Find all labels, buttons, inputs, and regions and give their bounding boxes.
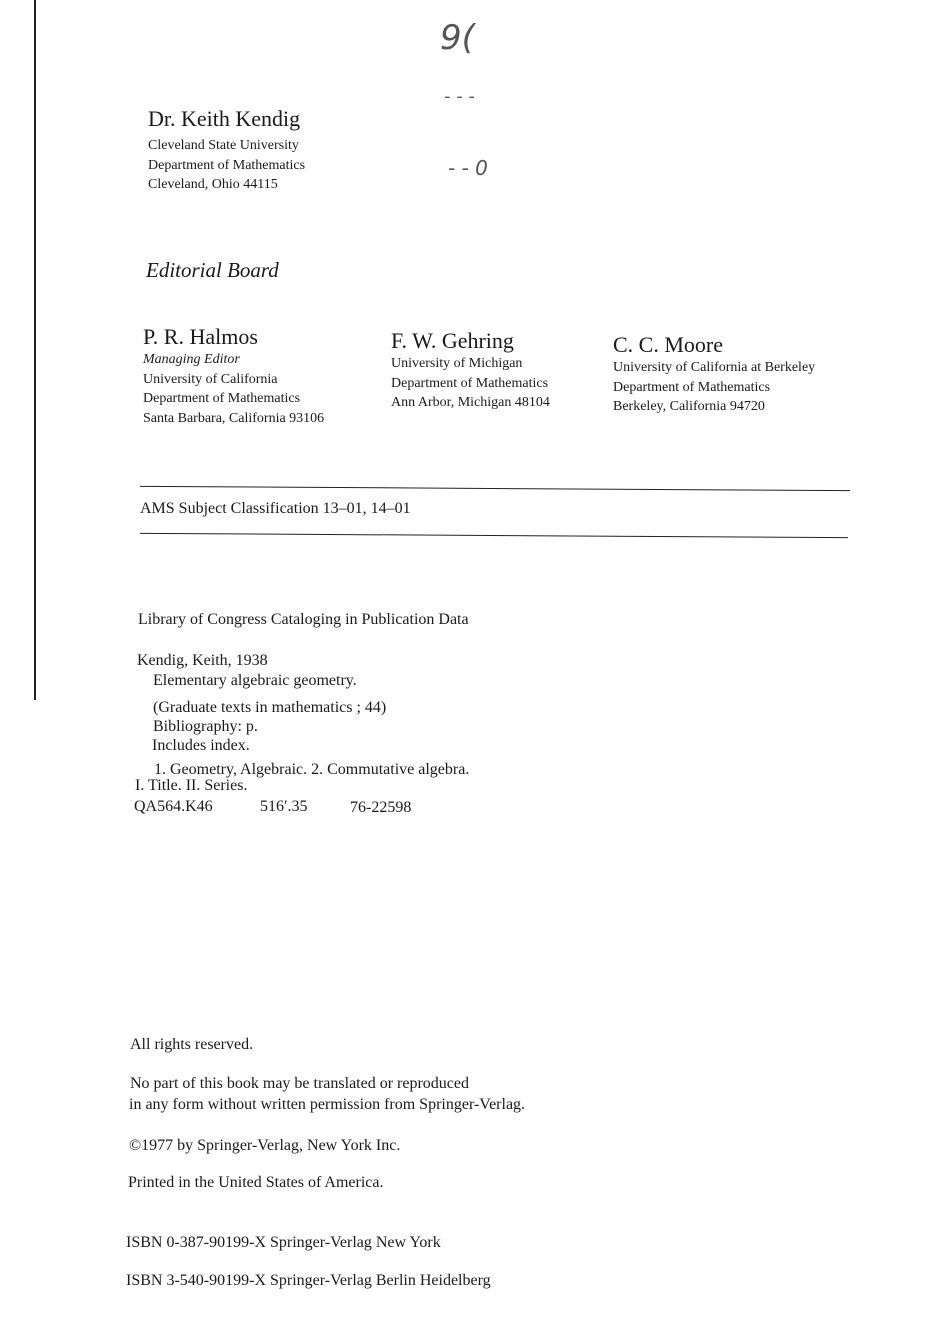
cip-title: Elementary algebraic geometry.: [153, 672, 357, 689]
cip-heading: Library of Congress Cataloging in Publication Data: [138, 611, 469, 628]
rights-no-part-line-1: No part of this book may be translated or reproduced: [130, 1075, 470, 1092]
cip-note-index: Includes index.: [152, 737, 250, 754]
handwritten-mark-low: - - 0: [448, 156, 488, 180]
author-name: Dr. Keith Kendig: [148, 106, 301, 131]
editorial-board-heading: Editorial Board: [146, 258, 279, 282]
cip-note-bibliography: Bibliography: p.: [153, 718, 258, 735]
cip-lccn: 76-22598: [350, 799, 412, 816]
author-affiliation: Cleveland State University: [148, 138, 299, 153]
handwritten-mark-middle: - - -: [444, 86, 475, 107]
board-member-line: University of Michigan: [391, 356, 523, 371]
author-address: Cleveland, Ohio 44115: [148, 177, 278, 192]
printed-in: Printed in the United States of America.: [128, 1174, 384, 1191]
board-member-halmos: [143, 324, 324, 428]
rights-reserved: All rights reserved.: [130, 1036, 254, 1053]
rights-no-part-line-2: in any form without written permission from Springer-Verlag.: [129, 1096, 526, 1113]
board-member-line: Ann Arbor, Michigan 48104: [391, 395, 550, 410]
board-member-role: Managing Editor: [143, 352, 240, 367]
subject-classification: AMS Subject Classification 13–01, 14–01: [140, 500, 411, 517]
divider-bottom: [140, 533, 848, 538]
board-member-name: P. R. Halmos: [143, 324, 258, 349]
isbn-new-york: ISBN 0-387-90199-X Springer-Verlag New York: [126, 1234, 441, 1251]
cip-series: I. Title. II. Series.: [135, 777, 248, 794]
cip-call-number: QA564.K46: [134, 798, 213, 815]
board-member-line: Department of Mathematics: [613, 379, 771, 395]
board-member-moore: [613, 332, 815, 417]
board-member-line: Santa Barbara, California 93106: [143, 410, 325, 426]
divider-top: [140, 486, 850, 491]
cip-author: Kendig, Keith, 1938: [137, 652, 268, 669]
author-block: [148, 106, 305, 195]
handwritten-mark-top: 9(: [440, 18, 475, 58]
scan-edge-line: [34, 0, 36, 700]
board-member-name: C. C. Moore: [613, 332, 723, 357]
board-member-line: Berkeley, California 94720: [613, 399, 765, 414]
board-member-gehring: [391, 328, 550, 413]
cip-dewey: 516′.35: [260, 798, 308, 815]
cip-subjects: 1. Geometry, Algebraic. 2. Commutative algebra.: [154, 761, 470, 778]
board-member-name: F. W. Gehring: [391, 328, 514, 353]
board-member-line: University of California at Berkeley: [613, 360, 816, 375]
cip-note-series: (Graduate texts in mathematics ; 44): [153, 699, 387, 716]
isbn-berlin: ISBN 3-540-90199-X Springer-Verlag Berlin Heidelberg: [126, 1272, 491, 1289]
author-department: Department of Mathematics: [148, 157, 306, 173]
board-member-line: Department of Mathematics: [143, 391, 301, 406]
board-member-line: Department of Mathematics: [391, 375, 549, 391]
copyright-notice: ©1977 by Springer-Verlag, New York Inc.: [129, 1137, 401, 1154]
board-member-line: University of California: [143, 371, 278, 387]
